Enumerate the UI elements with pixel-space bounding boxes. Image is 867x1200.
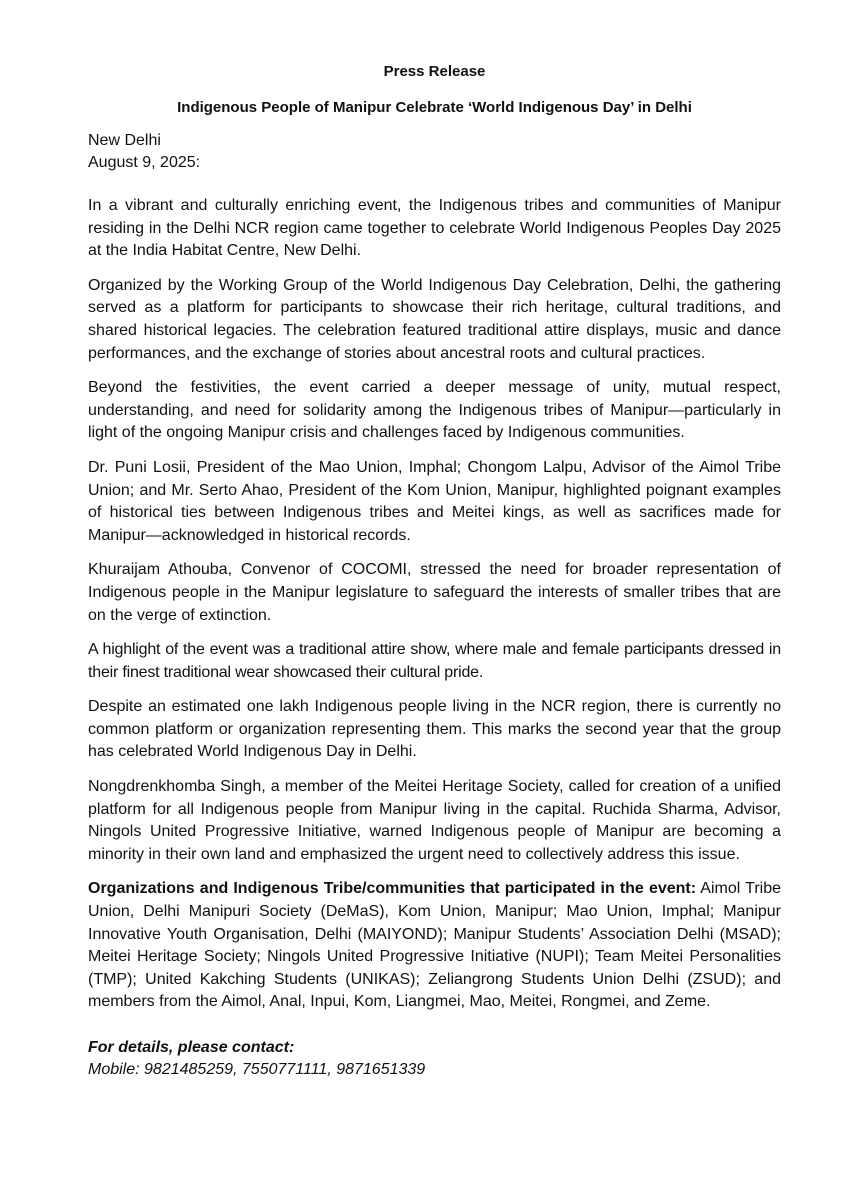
participating-organizations [88, 878, 781, 1014]
release-date: August 9, 2025: [88, 154, 201, 171]
paragraph: Nongdrenkhomba Singh, a member of the Meitei Heritage Society, called for creation of a unified platform for all Indigenous people from Manipur living in the capital. Ruchida Sharma, Advisor, Ningols United Progressive Initiative, warned Indigenous people of Manipur are becoming a minority in their own land and emphasized the urgent need to collectively address this issue. [88, 778, 781, 863]
organizations-label: Organizations and Indigenous Tribe/communities that participated in the event: [88, 880, 697, 898]
location: New Delhi [88, 132, 161, 149]
paragraph: Beyond the festivities, the event carried a deeper message of unity, mutual respect, understanding, and need for solidarity among the Indigenous tribes of Manipur—particularly in light of the ongoing Manipur crisis and challenges faced by Indigenous communities. [88, 379, 781, 442]
paragraph: Khuraijam Athouba, Convenor of COCOMI, stressed the need for broader representation of Indigenous people in the Manipur legislature to safeguard the interests of smaller tribes that are on the verge of extinction. [88, 561, 781, 624]
paragraph: A highlight of the event was a traditional attire show, where male and female participants dressed in their finest traditional wear showcased their cultural pride. [88, 641, 781, 681]
headline: Indigenous People of Manipur Celebrate ‘World Indigenous Day’ in Delhi [177, 99, 692, 116]
organizations-list: Aimol Tribe Union, Delhi Manipuri Society (DeMaS), Kom Union, Manipur; Mao Union, Imphal; Manipur Innovative Youth Organisation, Delhi (MAIYOND); Manipur Students’ Association Delhi (MSAD); Meitei Heritage Society; Ningols United Progressive Initiative (NUPI); Team Meitei Personalities (TMP); United Kakching Students (UNIKAS); Zeliangrong Students Union Delhi (ZSUD); and members from the Aimol, Anal, Inpui, Kom, Liangmei, Mao, Meitei, Rongmei, and Zeme. [88, 880, 781, 1011]
paragraph: Organized by the Working Group of the World Indigenous Day Celebration, Delhi, the gathering served as a platform for participants to showcase their rich heritage, cultural traditions, and shared historical legacies. The celebration featured traditional attire displays, music and dance performances, and the exchange of stories about ancestral roots and cultural practices. [88, 276, 781, 362]
dateline [88, 130, 781, 174]
contact-mobile-numbers: Mobile: 9821485259, 7550771111, 9871651339 [88, 1061, 426, 1078]
paragraph: In a vibrant and culturally enriching event, the Indigenous tribes and communities of Manipur residing in the Delhi NCR region came together to celebrate World Indigenous Peoples Day 2025 at the India Habitat Centre, New Delhi. [88, 197, 781, 260]
paragraph: Despite an estimated one lakh Indigenous people living in the NCR region, there is currently no common platform or organization representing them. This marks the second year that the group has celebrated World Indigenous Day in Delhi. [88, 698, 781, 761]
document-type-label: Press Release [383, 63, 486, 80]
contact-block [88, 1037, 781, 1081]
body-text [88, 195, 781, 1014]
contact-heading: For details, please contact: [88, 1039, 295, 1056]
paragraph: Dr. Puni Losii, President of the Mao Union, Imphal; Chongom Lalpu, Advisor of the Aimol Tribe Union; and Mr. Serto Ahao, President of the Kom Union, Manipur, highlighted poignant examples of historical ties between Indigenous tribes and Meitei kings, as well as sacrifices made for Manipur—acknowledged in historical records. [88, 458, 781, 544]
